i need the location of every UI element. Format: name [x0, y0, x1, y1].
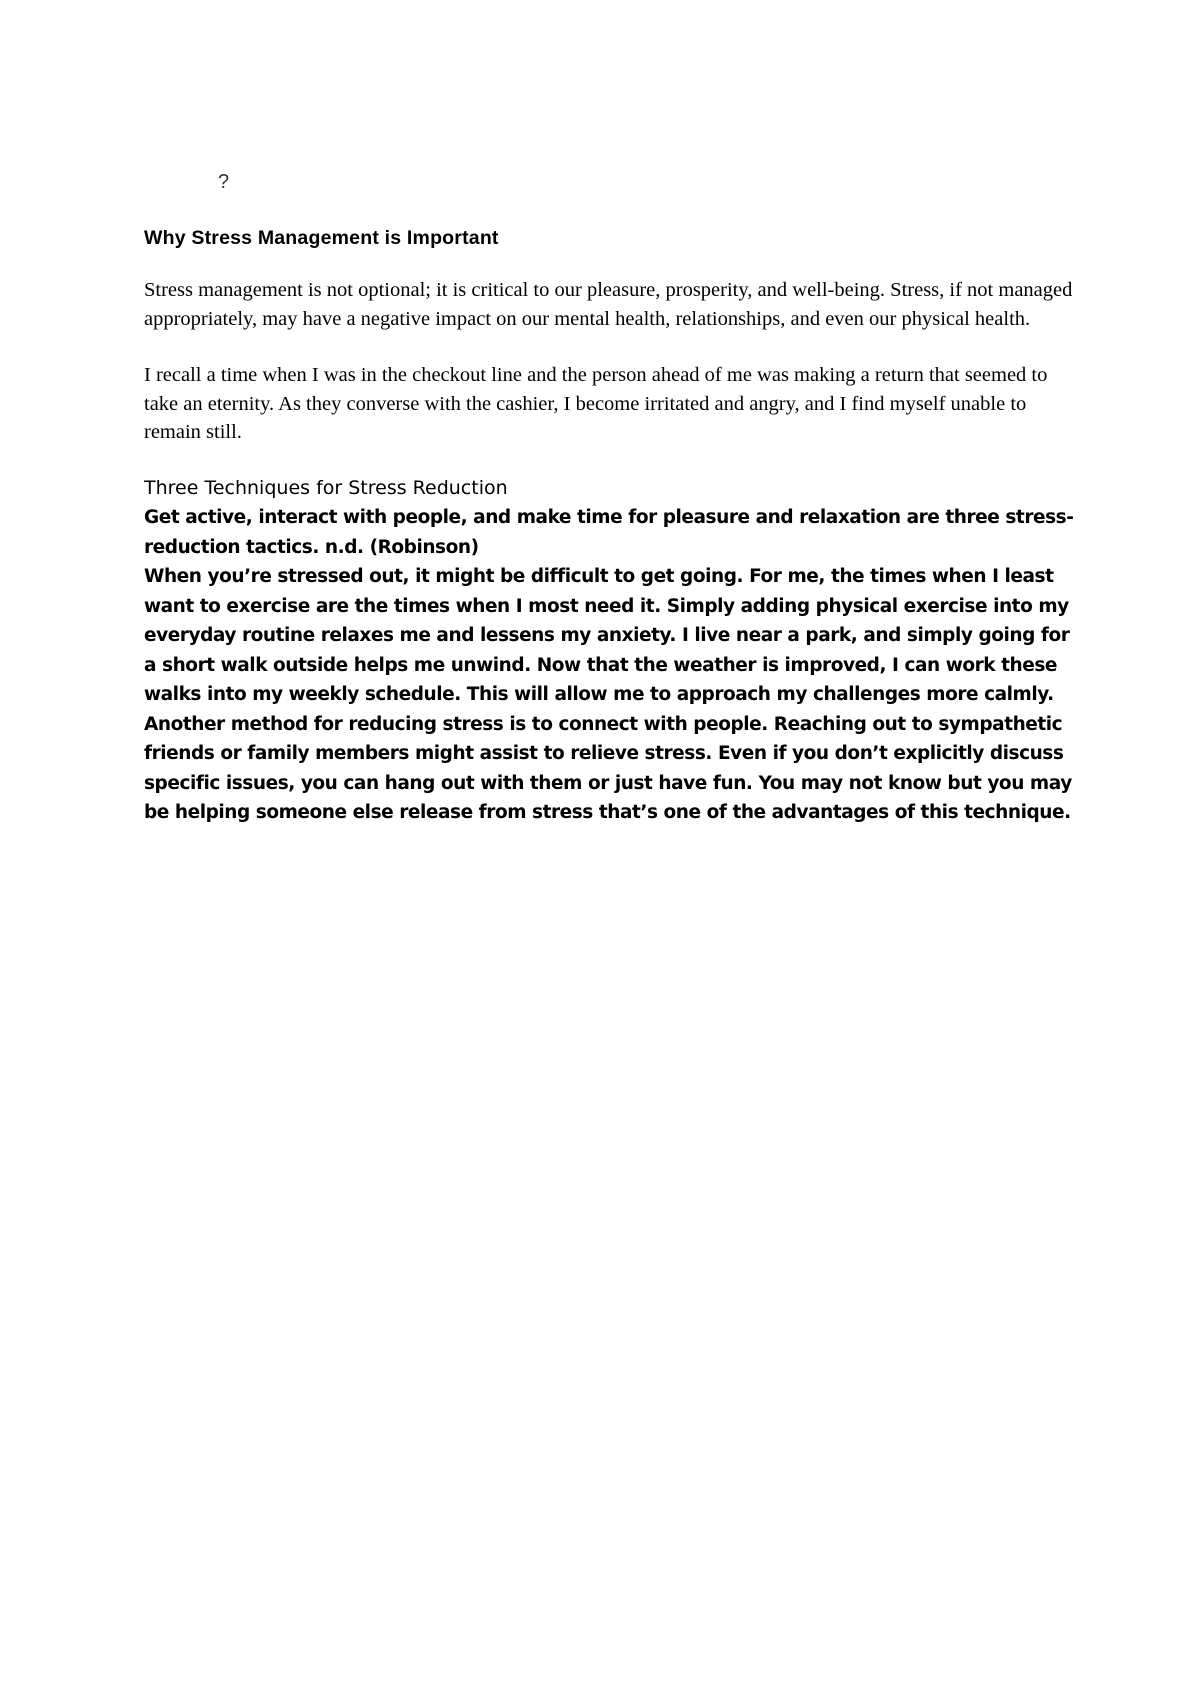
paragraph-techniques-detail: When you’re stressed out, it might be difficult to get going. For me, the times when I least want to exercise are the times when I most need it. Simply adding physical exercise into my everyday routine relaxes me and lessens my anxiety. I live near a park, and simply going for a short walk outside helps me unwind. Now that the weather is improved, I can work these walks into my weekly schedule. This will allow me to approach my challenges more calmly. Another method for reducing stress is to connect with people. Reaching out to sympathetic friends or family members might assist to relieve stress. Even if you don’t explicitly discuss specific issues, you can hang out with them or just have fun. You may not know but you may be helping someone else release from stress that’s one of the advantages of this technique.: [144, 566, 1072, 823]
paragraph-techniques-summary: Get active, interact with people, and make time for pleasure and relaxation are three stress-reduction tactics. n.d. (Robinson): [144, 507, 1074, 558]
question-mark-glyph: ?: [218, 171, 230, 193]
document-title: Why Stress Management is Important: [144, 227, 499, 249]
section-heading-techniques: Three Techniques for Stress Reduction: [144, 476, 508, 499]
document-body: [144, 224, 1080, 828]
paragraph-checkout-anecdote: I recall a time when I was in the checkout line and the person ahead of me was making a return that seemed to take an eternity. As they converse with the cashier, I become irritated and angry, and I find myself unable to remain still.: [144, 364, 1048, 443]
paragraph-importance: Stress management is not optional; it is critical to our pleasure, prosperity, and well-being. Stress, if not managed appropriately, may have a negative impact on our mental health, relationships, and even our physical health.: [144, 279, 1073, 330]
